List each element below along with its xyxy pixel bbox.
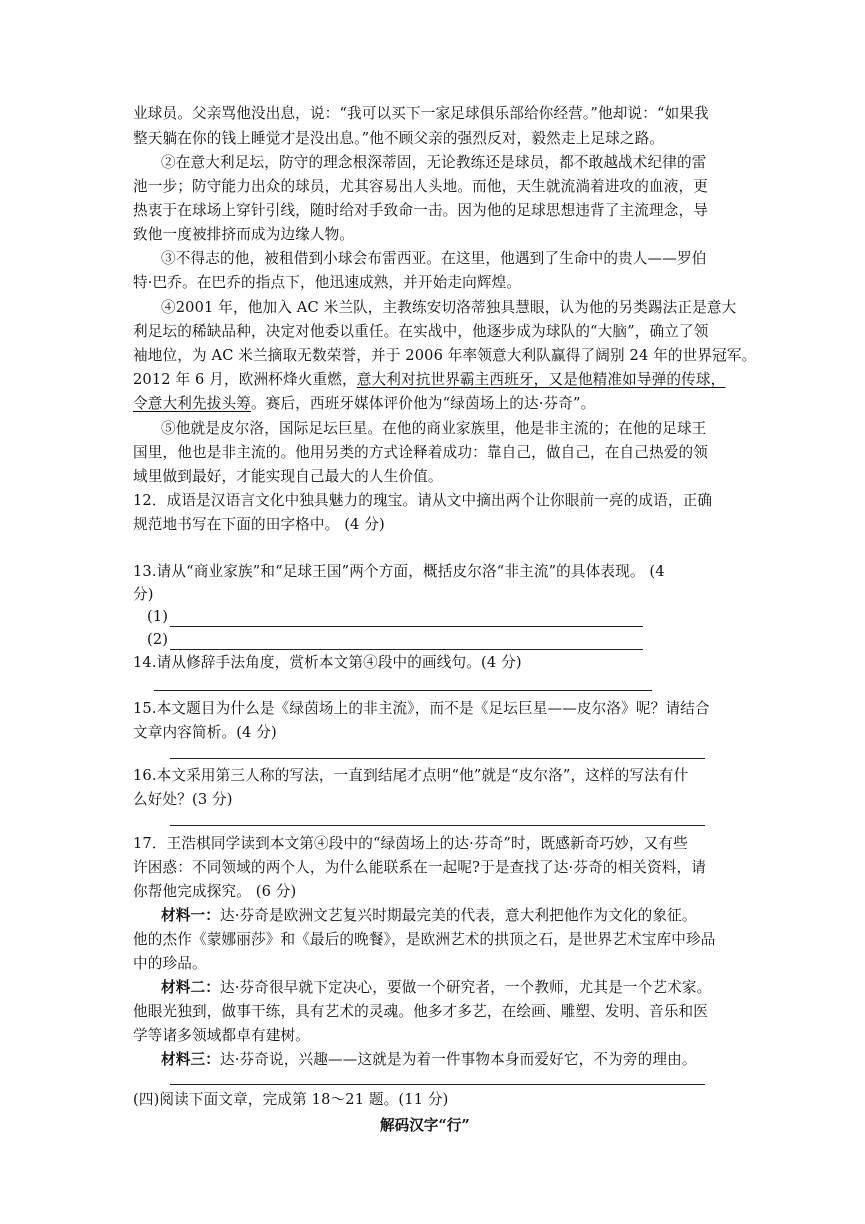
paragraph-4-line-4-plain: 2012 年 6 月，欧洲杯烽火重燃，	[133, 371, 357, 388]
question-17-line-2: 许困惑：不同领域的两个人，为什么能联系在一起呢?于是查找了达·芬奇的相关资料，请	[133, 859, 707, 876]
underlined-sentence-part-2: 令意大利先拔头筹	[133, 395, 251, 412]
question-16-line-2: 么好处？(3 分)	[133, 791, 233, 808]
paragraph-5-line-1: ⑤他就是皮尔洛，国际足坛巨星。在他的商业家族里，他是非主流的；在他的足球王	[161, 420, 707, 437]
question-13-line-1: 13.请从“商业家族”和“足球王国”两个方面，概括皮尔洛“非主流”的具体表现。 (4	[133, 563, 665, 580]
question-14-answer-line[interactable]	[154, 690, 652, 691]
material-3-line-1	[161, 1050, 697, 1070]
question-14-line-1: 14.请从修辞手法角度，赏析本文第④段中的画线句。(4 分)	[133, 654, 522, 671]
material-1-line-1	[161, 906, 697, 926]
paragraph-1-line-2: 整天躺在你的钱上睡觉才是没出息。”他不顾父亲的强烈反对，毅然走上足球之路。	[133, 130, 665, 147]
question-15-answer-line[interactable]	[170, 758, 705, 759]
question-15-line-1: 15.本文题目为什么是《绿茵场上的非主流》，而不是《足坛巨星——皮尔洛》呢？请结合	[133, 700, 710, 717]
paragraph-2-line-1: ②在意大利足坛，防守的理念根深蒂固，无论教练还是球员，都不敢越战术纪律的雷	[161, 154, 707, 171]
material-2-line-2: 他眼光独到，做事干练，具有艺术的灵魂。他多才多艺，在绘画、雕塑、发明、音乐和医	[133, 1003, 709, 1020]
material-1-line-2: 他的杰作《蒙娜丽莎》和《最后的晚餐》，是欧洲艺术的拱顶之石，是世界艺术宝库中珍品	[133, 931, 716, 948]
material-1-line-3: 中的珍品。	[133, 955, 207, 972]
paragraph-2-line-2: 池一步；防守能力出众的球员，尤其容易出人头地。而他，天生就流淌着进攻的血液，更	[133, 178, 709, 195]
question-12-line-2: 规范地书写在下面的田字格中。 (4 分)	[133, 516, 385, 533]
answer-1-line[interactable]	[170, 626, 643, 627]
article-title: 解码汉字“行”	[380, 1117, 470, 1134]
paragraph-3-line-2: 特·巴乔。在巴乔的指点下，他迅速成熟，并开始走向辉煌。	[133, 274, 522, 291]
material-2-text: 达·芬奇很早就下定决心，要做一个研究者，一个教师，尤其是一个艺术家。	[219, 979, 712, 996]
question-16-answer-line[interactable]	[170, 825, 705, 826]
paragraph-4-line-3: 袖地位，为 AC 米兰摘取无数荣誉，并于 2006 年率领意大利队赢得了阔别 24 年的世界冠军。	[133, 347, 757, 364]
question-16-line-1: 16.本文采用第三人称的写法，一直到结尾才点明“他”就是“皮尔洛”，这样的写法有什	[133, 767, 689, 784]
answer-1-label: (1)	[147, 608, 169, 625]
question-17-answer-line[interactable]	[170, 1084, 705, 1085]
question-13-line-2: 分)	[133, 586, 154, 603]
paragraph-5-line-3: 域里做到最好，才能实现自己最大的人生价值。	[133, 468, 443, 485]
underlined-sentence-part-1: 意大利对抗世界霸主西班牙，又是他精准如导弹的传球，	[356, 371, 726, 388]
question-12-line-1: 12．成语是汉语言文化中独具魅力的瑰宝。请从文中摘出两个让你眼前一亮的成语，正确	[133, 492, 713, 509]
material-2-line-1	[161, 978, 711, 998]
question-15-line-2: 文章内容简析。(4 分)	[133, 724, 277, 741]
paragraph-4-line-1: ④2001 年，他加入 AC 米兰队，主教练安切洛蒂独具慧眼，认为他的另类踢法正是意大	[161, 299, 737, 316]
answer-2-label: (2)	[147, 631, 169, 648]
paragraph-1-line-1: 业球员。父亲骂他没出息，说：“我可以买下一家足球俱乐部给你经营。”他却说：“如果我	[133, 105, 709, 122]
question-17-line-3: 你帮他完成探究。 (6 分)	[133, 883, 297, 900]
material-2-line-3: 学等诸多领域都卓有建树。	[133, 1027, 310, 1044]
section-4-intro: (四)阅读下面文章，完成第 18～21 题。(11 分)	[133, 1091, 449, 1108]
material-3-text: 达·芬奇说，兴趣——这就是为着一件事物本身而爱好它，不为旁的理由。	[219, 1051, 697, 1068]
paragraph-4-line-5-plain: 。赛后，西班牙媒体评价他为“绿茵场上的达·芬奇”。	[250, 395, 596, 412]
paragraph-4-line-5	[133, 394, 595, 414]
question-17-line-1: 17．王浩棋同学读到本文第④段中的“绿茵场上的达·芬奇”时，既感新奇巧妙，又有些	[133, 835, 688, 852]
paragraph-2-line-3: 热衷于在球场上穿针引线，随时给对手致命一击。因为他的足球思想违背了主流理念，导	[133, 202, 709, 219]
material-1-label: 材料一：	[161, 907, 220, 924]
paragraph-4-line-4	[133, 370, 725, 390]
paragraph-3-line-1: ③不得志的他，被租借到小球会布雷西亚。在这里，他遇到了生命中的贵人——罗伯	[161, 250, 707, 267]
paragraph-5-line-2: 国里，他也是非主流的。他用另类的方式诠释着成功：靠自己，做自己，在自己热爱的领	[133, 444, 709, 461]
material-1-text: 达·芬奇是欧洲文艺复兴时期最完美的代表，意大利把他作为文化的象征。	[219, 907, 697, 924]
material-3-label: 材料三：	[161, 1051, 220, 1068]
paragraph-2-line-4: 致他一度被排挤而成为边缘人物。	[133, 226, 355, 243]
paragraph-4-line-2: 利足坛的稀缺品种，决定对他委以重任。在实战中，他逐步成为球队的“大脑”，确立了领	[133, 323, 709, 340]
material-2-label: 材料二：	[161, 979, 220, 996]
answer-2-line[interactable]	[170, 649, 643, 650]
